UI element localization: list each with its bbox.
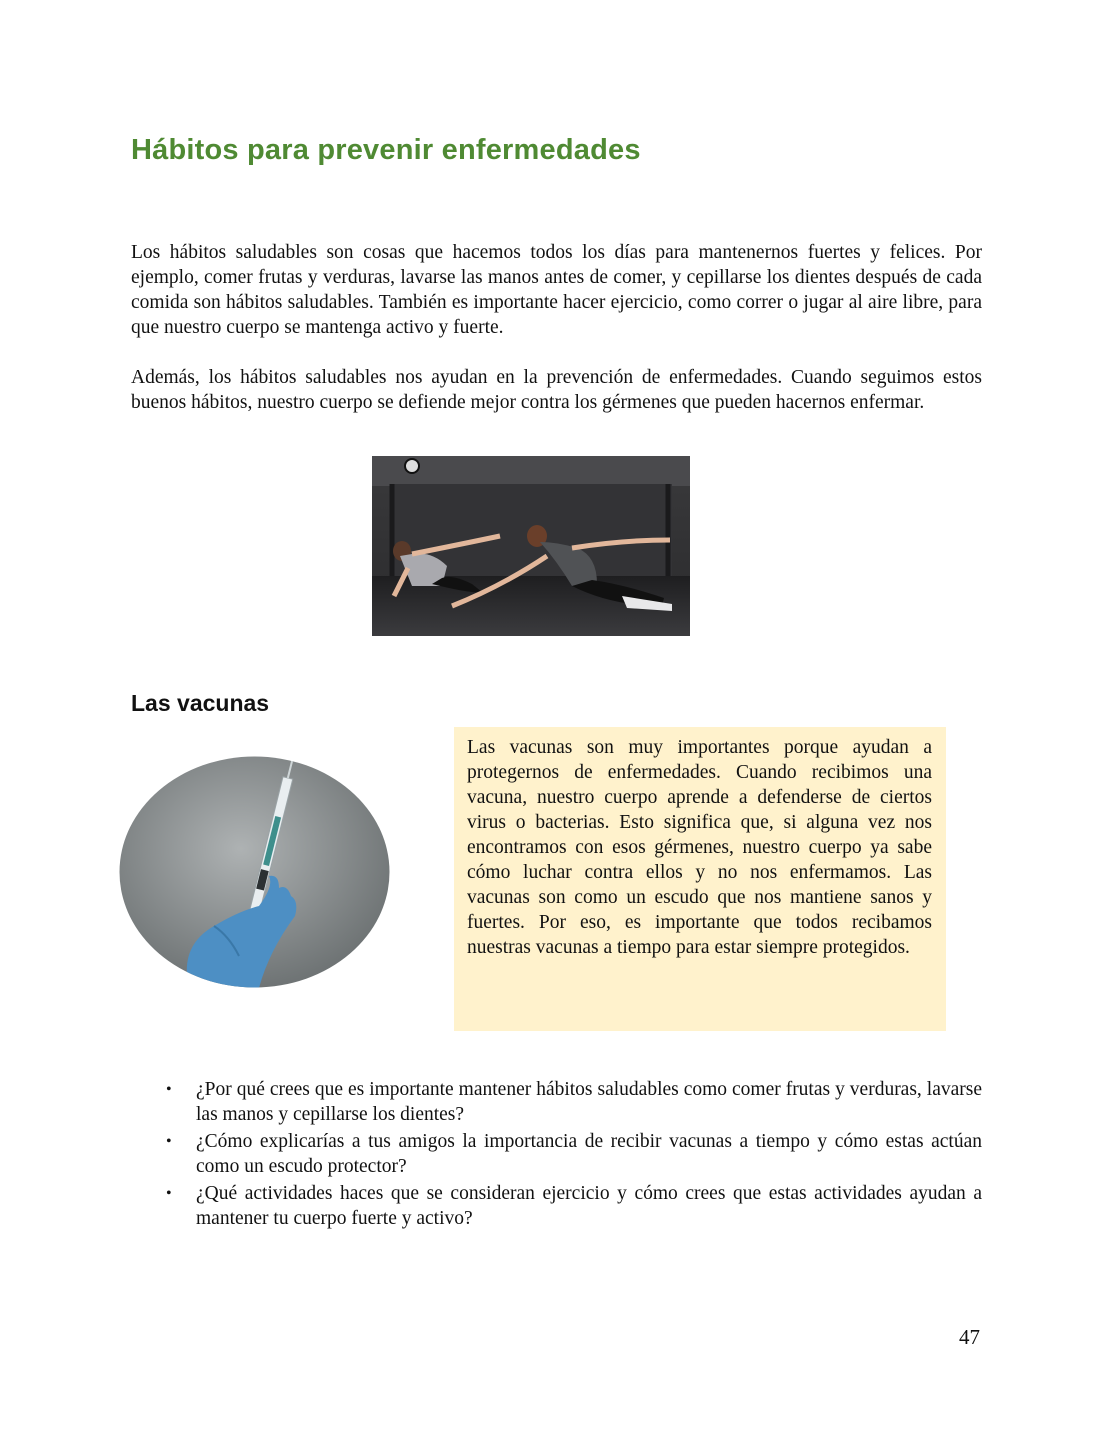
vaccine-photo xyxy=(119,756,390,988)
list-item xyxy=(162,1077,982,1127)
question-text: ¿Por qué crees que es importante mantener hábitos saludables como comer frutas y verduras, lavarse las manos y cepillarse los dientes? xyxy=(196,1079,982,1125)
vaccine-callout-text: Las vacunas son muy importantes porque ayudan a protegernos de enfermedades. Cuando recibimos una vacuna, nuestro cuerpo aprende a defenderse de ciertos virus o bacterias. Esto significa que, si alguna vez nos encontramos con esos gérmenes, nuestro cuerpo ya sabe cómo luchar contra ellos y no nos enfermamos. Las vacunas son como un escudo que nos mantiene sanos y fuertes. Por eso, es importante que todos recibamos nuestras vacunas a tiempo para estar siempre protegidos. xyxy=(467,737,932,958)
reflection-questions xyxy=(162,1077,982,1233)
question-text: ¿Cómo explicarías a tus amigos la importancia de recibir vacunas a tiempo y cómo estas actúan como un escudo protector? xyxy=(196,1131,982,1177)
bullet-icon: • xyxy=(166,1133,172,1150)
page-title: Hábitos para prevenir enfermedades xyxy=(131,134,641,166)
prevention-paragraph: Además, los hábitos saludables nos ayudan en la prevención de enfermedades. Cuando seguimos estos buenos hábitos, nuestro cuerpo se defiende mejor contra los gérmenes que pueden hacernos enfermar. xyxy=(131,367,982,413)
intro-paragraph: Los hábitos saludables son cosas que hacemos todos los días para mantenernos fuertes y felices. Por ejemplo, comer frutas y verduras, lavarse las manos antes de comer, y cepillarse los dientes después de cada comida son hábitos saludables. También es importante hacer ejercicio, como correr o jugar al aire libre, para que nuestro cuerpo se mantenga activo y fuerte. xyxy=(131,242,982,338)
list-item xyxy=(162,1129,982,1179)
vaccine-callout xyxy=(454,727,946,1031)
page-number: 47 xyxy=(959,1325,980,1349)
question-text: ¿Qué actividades haces que se consideran ejercicio y cómo crees que estas actividades ayudan a mantener tu cuerpo fuerte y activo? xyxy=(196,1183,982,1229)
bullet-icon: • xyxy=(166,1185,172,1202)
bullet-icon: • xyxy=(166,1081,172,1098)
list-item xyxy=(162,1181,982,1231)
section-title: Las vacunas xyxy=(131,690,270,716)
exercise-photo xyxy=(372,456,690,636)
